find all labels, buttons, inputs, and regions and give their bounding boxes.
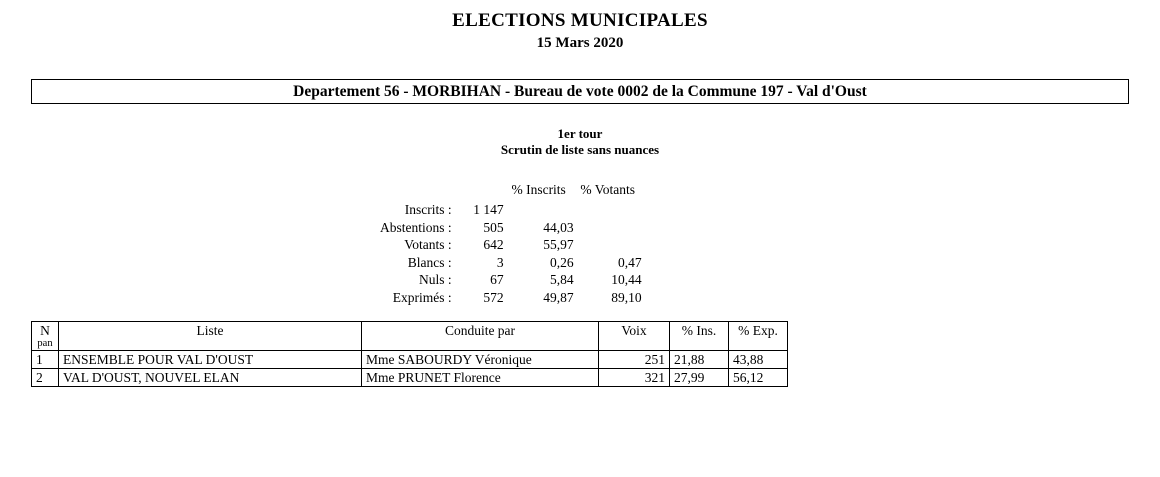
table-header-row	[380, 182, 642, 202]
stats-pct-votants-header: % Votants	[580, 182, 635, 197]
result-row-voix: 321	[599, 369, 670, 387]
result-row-pct-exp: 43,88	[729, 351, 788, 369]
stats-row-pct-votants	[574, 220, 642, 238]
table-row	[32, 351, 788, 369]
results-section	[31, 321, 1160, 387]
stats-row-label: Exprimés :	[392, 289, 452, 305]
stats-row-count: 1 147	[473, 202, 504, 217]
election-date: 15 Mars 2020	[536, 35, 624, 51]
result-row-n: 1	[32, 351, 59, 369]
stats-row-count: 642	[483, 237, 504, 252]
stats-row-label: Inscrits :	[404, 202, 452, 217]
stats-row-pct-inscrits: 5,84	[550, 272, 574, 287]
col-header-voix: Voix	[599, 322, 670, 351]
col-header-n-top: N	[40, 323, 50, 338]
stats-row-pct-inscrits: 55,97	[543, 237, 574, 252]
stats-row-label: Blancs :	[407, 254, 452, 270]
table-row	[380, 290, 642, 308]
results-table	[31, 321, 788, 387]
result-row-liste: VAL D'OUST, NOUVEL ELAN	[59, 369, 362, 387]
stats-row-pct-votants: 89,10	[611, 289, 642, 305]
stats-row-label: Nuls :	[419, 272, 452, 287]
stats-row-label: Abstentions :	[380, 219, 452, 235]
location-banner: Departement 56 - MORBIHAN - Bureau de vote 0002 de la Commune 197 - Val d'Oust	[31, 79, 1129, 104]
result-row-pct-ins: 27,99	[670, 369, 729, 387]
result-row-pct-ins: 21,88	[670, 351, 729, 369]
col-header-conduite: Conduite par	[362, 322, 599, 351]
col-header-pct-ins: % Ins.	[670, 322, 729, 351]
result-row-liste: ENSEMBLE POUR VAL D'OUST	[59, 351, 362, 369]
stats-row-count: 572	[483, 289, 504, 305]
table-row	[380, 202, 642, 220]
result-row-pct-exp: 56,12	[729, 369, 788, 387]
stats-count-header	[452, 182, 504, 202]
stats-row-count: 3	[496, 254, 504, 270]
col-header-npan	[32, 322, 59, 351]
stats-row-pct-votants	[574, 237, 642, 255]
stats-row-pct-inscrits: 49,87	[543, 289, 574, 305]
round-label: 1er tour	[557, 126, 603, 141]
result-row-n: 2	[32, 369, 59, 387]
ballot-type-label: Scrutin de liste sans nuances	[500, 142, 660, 157]
table-row	[380, 255, 642, 273]
stats-row-count: 67	[490, 272, 504, 287]
turnout-stats-table	[380, 182, 642, 307]
col-header-pct-exp: % Exp.	[729, 322, 788, 351]
round-info	[0, 126, 1160, 158]
result-row-conduite: Mme PRUNET Florence	[362, 369, 599, 387]
stats-row-pct-inscrits: 0,26	[550, 254, 574, 270]
table-header-row	[32, 322, 788, 351]
document-header	[0, 10, 1160, 52]
table-row	[380, 272, 642, 290]
result-row-conduite: Mme SABOURDY Véronique	[362, 351, 599, 369]
turnout-stats-section	[0, 182, 1160, 307]
table-row	[380, 237, 642, 255]
col-header-liste: Liste	[59, 322, 362, 351]
result-row-voix: 251	[599, 351, 670, 369]
stats-row-pct-inscrits: 44,03	[543, 219, 574, 235]
table-row	[32, 369, 788, 387]
col-header-n-bottom: pan	[37, 338, 53, 349]
stats-row-pct-inscrits	[504, 202, 574, 220]
stats-row-label: Votants :	[404, 237, 452, 252]
stats-pct-inscrits-header: % Inscrits	[511, 182, 566, 197]
stats-label-header	[380, 182, 452, 202]
stats-row-pct-votants	[574, 202, 642, 220]
table-row	[380, 220, 642, 238]
page-title: ELECTIONS MUNICIPALES	[452, 10, 708, 31]
stats-row-pct-votants: 0,47	[618, 254, 642, 270]
stats-row-count: 505	[483, 219, 504, 235]
stats-row-pct-votants: 10,44	[611, 272, 642, 287]
